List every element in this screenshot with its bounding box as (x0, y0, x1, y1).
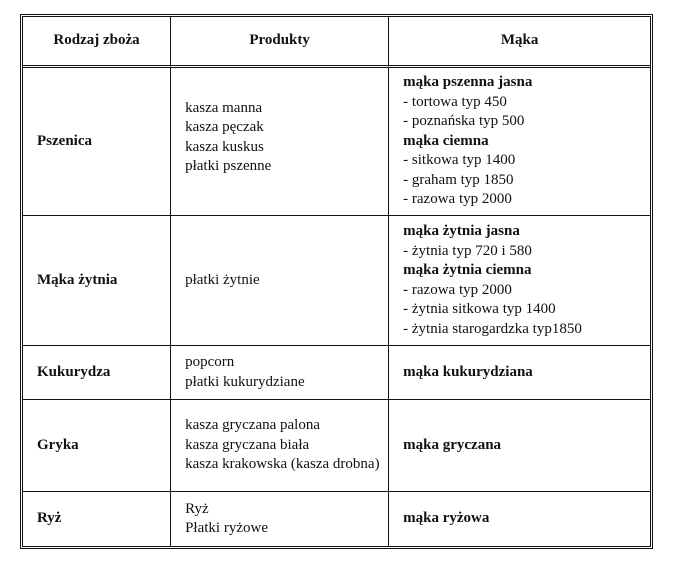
product-item: kasza kuskus (185, 138, 264, 155)
flour-type: - żytnia starogardzka typ1850 (403, 320, 582, 337)
products-cell (171, 400, 389, 492)
products-cell (171, 216, 389, 346)
flour-type: - żytnia typ 720 i 580 (403, 242, 532, 259)
product-item: kasza krakowska (kasza drobna) (185, 456, 380, 473)
products-cell (171, 492, 389, 546)
table-row (23, 492, 650, 546)
flour-category: mąka kukurydziana (403, 363, 533, 380)
product-item: płatki żytnie (185, 271, 260, 288)
flour-category: mąka gryczana (403, 436, 502, 453)
product-item: kasza gryczana biała (185, 436, 310, 453)
table-row (23, 400, 650, 492)
grain-name: Kukurydza (23, 346, 171, 400)
product-item: kasza gryczana palona (185, 417, 320, 434)
flour-type: - tortowa typ 450 (403, 93, 507, 110)
flour-category: mąka ryżowa (403, 510, 490, 527)
grain-products-table (20, 14, 653, 549)
header-grain-type: Rodzaj zboża (23, 17, 171, 68)
flour-type: - poznańska typ 500 (403, 113, 525, 130)
flour-category: mąka pszenna jasna (403, 74, 533, 91)
product-item: Płatki ryżowe (185, 520, 268, 536)
products-cell (171, 346, 389, 400)
header-products: Produkty (171, 17, 389, 68)
flour-category: mąka żytnia ciemna (403, 262, 532, 278)
flour-cell (389, 346, 650, 400)
flour-type: - sitkowa typ 1400 (403, 152, 516, 169)
grain-name: Gryka (23, 400, 171, 492)
table-row (23, 346, 650, 400)
flour-type: - graham typ 1850 (403, 171, 514, 188)
flour-category: mąka żytnia jasna (403, 223, 520, 239)
grain-name: Ryż (23, 492, 171, 546)
grain-name: Pszenica (23, 68, 171, 216)
product-item: Ryż (185, 500, 209, 517)
flour-type: - razowa typ 2000 (403, 281, 512, 298)
products-cell (171, 68, 389, 216)
flour-type: - żytnia sitkowa typ 1400 (403, 301, 556, 317)
flour-category: mąka ciemna (403, 132, 489, 149)
table-row (23, 68, 650, 216)
flour-cell (389, 68, 650, 216)
product-item: popcorn (185, 354, 235, 370)
flour-cell (389, 492, 650, 546)
grain-name: Mąka żytnia (23, 216, 171, 346)
product-item: kasza pęczak (185, 119, 264, 135)
table-row (23, 216, 650, 346)
product-item: płatki pszenne (185, 158, 272, 174)
flour-type: - razowa typ 2000 (403, 191, 512, 208)
header-row (23, 17, 650, 68)
product-item: płatki kukurydziane (185, 373, 305, 390)
flour-cell (389, 400, 650, 492)
header-flour: Mąka (389, 17, 650, 68)
flour-cell (389, 216, 650, 346)
product-item: kasza manna (185, 99, 263, 116)
